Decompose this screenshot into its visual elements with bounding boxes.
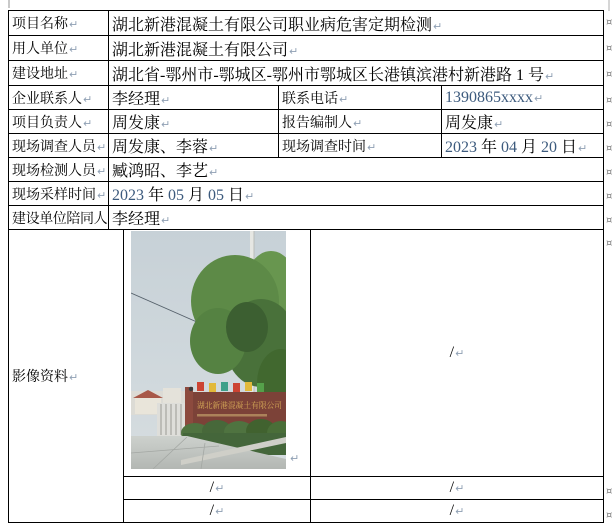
cursor-fragment-left (8, 0, 10, 8)
field-value: 李经理↵ (109, 86, 279, 110)
pilcrow-mark: ↵ (455, 482, 465, 495)
pilcrow-mark: ↵ (578, 142, 588, 155)
pilcrow-mark: ↵ (455, 505, 465, 518)
pilcrow-mark: ↵ (83, 92, 93, 106)
row-end-marker: ¤ (606, 69, 613, 80)
pilcrow-mark: ↵ (245, 190, 255, 203)
pilcrow-mark: ↵ (69, 68, 79, 81)
pilcrow-mark: ↵ (209, 166, 219, 179)
table-row (9, 182, 604, 206)
pilcrow-mark: ↵ (97, 188, 107, 202)
pilcrow-mark: ↵ (289, 44, 299, 58)
paragraph-fragment-right (608, 0, 610, 11)
row-end-marker: ¤ (606, 191, 613, 202)
field-label: 现场调查人员↵ (9, 134, 109, 158)
field-value: 周发康↵ (442, 110, 604, 134)
info-table (8, 10, 604, 523)
field-label: 现场采样时间↵ (9, 182, 109, 206)
photo-cell (124, 230, 311, 477)
row-end-marker: ¤ (606, 215, 613, 226)
field-label: 项目名称↵ (9, 11, 109, 36)
field-value: 臧鸿昭、李艺↵ (109, 158, 604, 182)
site-photo (131, 231, 286, 469)
row-end-marker: ¤ (606, 17, 613, 28)
field-value: 周发康↵ (109, 110, 279, 134)
pilcrow-mark: ↵ (494, 118, 504, 131)
pilcrow-mark: ↵ (161, 118, 171, 131)
pilcrow-mark: ↵ (455, 347, 465, 360)
pilcrow-mark: ↵ (69, 371, 79, 384)
media-placeholder-cell: /↵ (311, 230, 604, 477)
pilcrow-mark: ↵ (161, 94, 171, 107)
pilcrow-mark: ↵ (209, 142, 219, 155)
media-placeholder-cell: /↵ (124, 477, 311, 500)
pilcrow-mark: ↵ (83, 116, 93, 130)
field-value: 湖北新港混凝土有限公司↵ (109, 36, 604, 61)
field-value: 湖北省-鄂州市-鄂城区-鄂州市鄂城区长港镇滨港村新港路 1 号↵ (109, 61, 604, 86)
field-label: 企业联系人↵ (9, 86, 109, 110)
table-row (9, 110, 604, 134)
table-row (9, 61, 604, 86)
field-value: 李经理↵ (109, 206, 604, 230)
field-label: 建设地址↵ (9, 61, 109, 86)
row-end-marker: ¤ (606, 510, 613, 521)
pilcrow-mark: ↵ (367, 140, 377, 154)
row-end-marker: ¤ (606, 95, 613, 106)
table-row (9, 134, 604, 158)
field-label: 联系电话↵ (279, 86, 442, 110)
field-label: 报告编制人↵ (279, 110, 442, 134)
media-placeholder-cell: /↵ (311, 500, 604, 523)
field-label: 影像资料↵ (9, 230, 124, 523)
table-row-media (9, 230, 604, 477)
media-placeholder-cell: /↵ (311, 477, 604, 500)
field-label: 建设单位陪同人 (9, 206, 109, 230)
company-sign-text: 湖北新港混凝土有限公司 (197, 401, 285, 410)
row-end-marker: ¤ (606, 43, 613, 54)
row-end-marker: ¤ (606, 167, 613, 178)
field-label: 项目负责人↵ (9, 110, 109, 134)
table-row (9, 86, 604, 110)
pilcrow-mark: ↵ (69, 18, 79, 31)
pilcrow-mark: ↵ (161, 214, 171, 227)
field-value: 周发康、李蓉↵ (109, 134, 279, 158)
table-row (9, 206, 604, 230)
field-label: 现场调查时间↵ (279, 134, 442, 158)
field-value-date: 2023 年 04 月 20 日↵ (442, 134, 604, 158)
pilcrow-mark: ↵ (534, 91, 544, 105)
field-label: 现场检测人员↵ (9, 158, 109, 182)
pilcrow-mark: ↵ (215, 505, 225, 518)
row-end-marker: ¤ (606, 143, 613, 154)
pilcrow-mark: ↵ (545, 69, 555, 83)
field-value: 1390865xxxx↵ (442, 86, 604, 110)
row-end-marker: ¤ (606, 486, 613, 497)
table-row (9, 158, 604, 182)
table-row (9, 36, 604, 61)
pilcrow-mark: ↵ (69, 43, 79, 56)
pilcrow-mark: ↵ (339, 92, 349, 106)
row-end-marker: ¤ (606, 238, 613, 249)
field-value: 湖北新港混凝土有限公司职业病危害定期检测↵ (109, 11, 604, 36)
pilcrow-mark: ↵ (97, 164, 107, 178)
table-row (9, 11, 604, 36)
field-label: 用人单位↵ (9, 36, 109, 61)
pilcrow-mark: ↵ (97, 140, 107, 154)
pilcrow-mark: ↵ (290, 452, 300, 465)
pilcrow-mark: ↵ (433, 19, 443, 33)
row-end-marker: ¤ (606, 119, 613, 130)
pilcrow-mark: ↵ (353, 116, 363, 130)
media-placeholder-cell: /↵ (124, 500, 311, 523)
field-value-date: 2023 年 05 月 05 日↵ (109, 182, 604, 206)
pilcrow-mark: ↵ (215, 482, 225, 495)
